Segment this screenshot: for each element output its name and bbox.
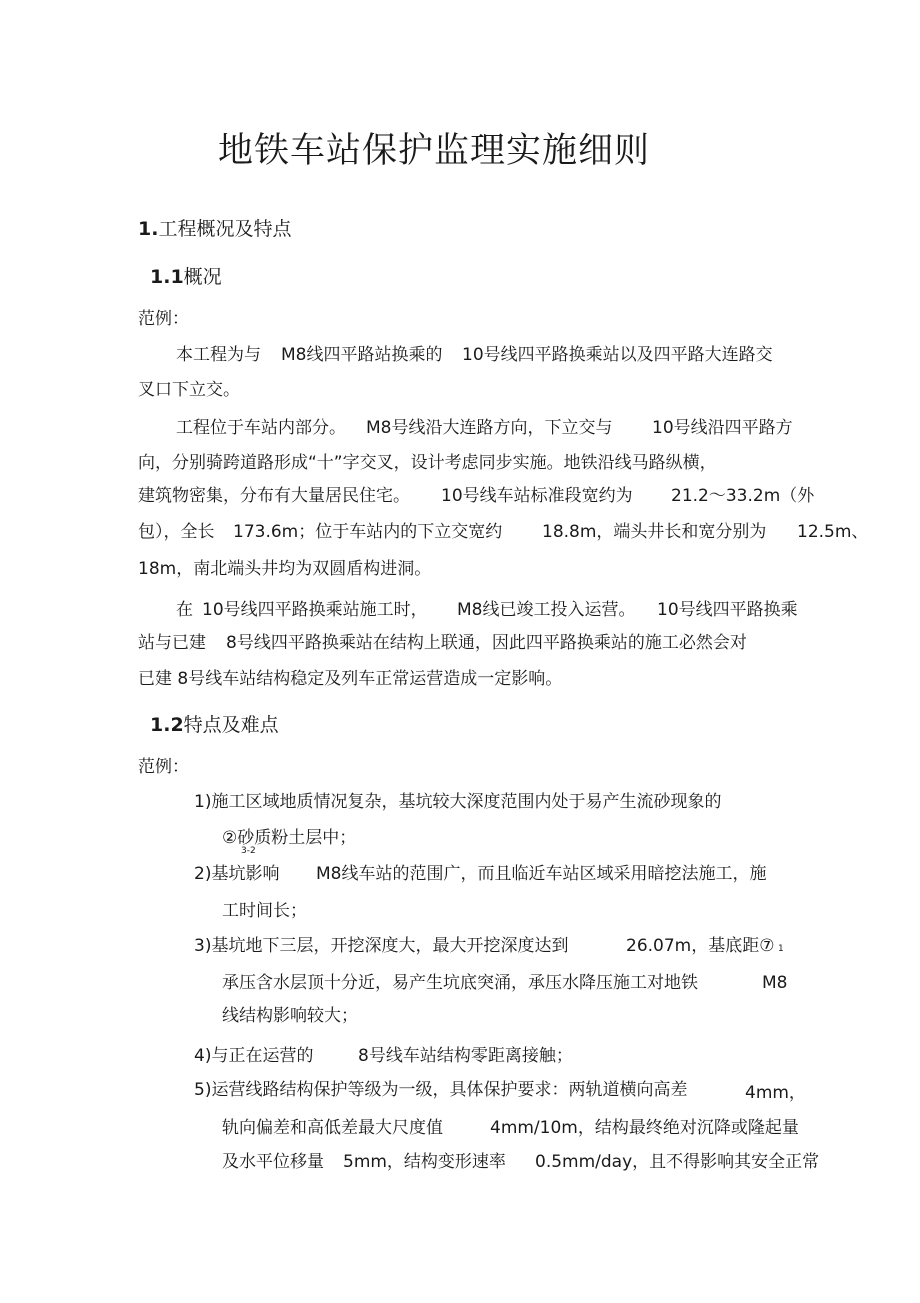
item-5-line-1a: 5)运营线路结构保护等级为一级，具体保护要求：两轨道横向高差 — [194, 1080, 688, 1100]
item-2-line-1b: M8线车站的范围广，而且临近车站区域采用暗挖法施工，施 — [316, 864, 767, 884]
p3-line-3: 已建 8号线车站结构稳定及列车正常运营造成一定影响。 — [138, 669, 563, 689]
item-5-line-3c: 0.5mm/day，且不得影响其安全正常 — [535, 1152, 820, 1172]
item-5-line-1b: 4mm， — [745, 1083, 806, 1103]
document-title: 地铁车站保护监理实施细则 — [218, 131, 651, 171]
item-4-line-1b: 8号线车站结构零距离接触； — [358, 1046, 573, 1066]
p2-line-2: 向，分别骑跨道路形成“十”字交叉，设计考虑同步实施。地铁沿线马路纵横， — [138, 453, 717, 473]
section-1-number: 1. — [138, 218, 159, 240]
p2-line-3c: 21.2～33.2m（外 — [671, 486, 815, 506]
item-5-line-2b: 4mm/10m，结构最终绝对沉降或隆起量 — [490, 1118, 799, 1138]
p2-line-3b: 10号线车站标准段宽约为 — [441, 486, 633, 506]
p3-line-2b: 8号线四平路换乘站在结构上联通，因此四平路换乘站的施工必然会对 — [226, 633, 747, 653]
p3-line-2a: 站与已建 — [138, 633, 206, 653]
section-1-1-title: 概况 — [183, 266, 222, 288]
p1-line-1b: M8线四平路站换乘的 — [281, 345, 443, 365]
p2-line-1b: M8号线沿大连路方向，下立交与 — [366, 418, 613, 438]
item-1-line-2: ②砂质粉土层中； — [222, 828, 357, 848]
p1-line-2: 叉口下立交。 — [138, 380, 240, 400]
p3-line-1b: 10号线四平路换乘站施工时， — [202, 600, 428, 620]
section-1-heading — [138, 216, 291, 242]
p2-line-4b: 173.6m；位于车站内的下立交宽约 — [233, 522, 503, 542]
section-1-2-heading — [150, 712, 279, 738]
p2-line-1a: 工程位于车站内部分。 — [176, 418, 346, 438]
p3-line-1d: 10号线四平路换乘 — [657, 600, 798, 620]
item-2-line-1a: 2)基坑影响 — [194, 864, 280, 884]
section-1-2-number: 1.2 — [150, 714, 184, 736]
item-3-subscript: 1 — [778, 944, 784, 954]
p2-line-3a: 建筑物密集，分布有大量居民住宅。 — [138, 486, 410, 506]
p3-line-1a: 在 — [176, 600, 193, 620]
item-2-line-2: 工时间长； — [222, 901, 307, 921]
p1-line-1a: 本工程为与 — [176, 345, 261, 365]
p2-line-4d: 12.5m、 — [797, 522, 869, 542]
item-3-line-2a: 承压含水层顶十分近，易产生坑底突涌，承压水降压施工对地铁 — [222, 973, 698, 993]
p2-line-4c: 18.8m，端头井长和宽分别为 — [542, 522, 767, 542]
item-5-line-2a: 轨向偏差和高低差最大尺度值 — [222, 1118, 443, 1138]
item-1-subscript: 3-2 — [241, 846, 256, 856]
item-5-line-3b: 5mm，结构变形速率 — [343, 1152, 506, 1172]
item-1-line-1: 1)施工区域地质情况复杂，基坑较大深度范围内处于易产生流砂现象的 — [194, 792, 722, 812]
p2-line-5: 18m，南北端头井均为双圆盾构进洞。 — [138, 559, 432, 579]
item-3-line-1b: 26.07m，基底距⑦ — [626, 936, 775, 956]
p3-line-1c: M8线已竣工投入运营。 — [457, 600, 636, 620]
item-3-line-3: 线结构影响较大； — [222, 1006, 358, 1026]
item-4-line-1a: 4)与正在运营的 — [194, 1046, 314, 1066]
p2-line-4a: 包），全长 — [138, 522, 215, 542]
example-label-2: 范例： — [138, 757, 189, 777]
section-1-2-title: 特点及难点 — [183, 714, 279, 736]
item-5-line-3a: 及水平位移量 — [222, 1152, 324, 1172]
section-1-1-number: 1.1 — [150, 266, 184, 288]
section-1-1-heading — [150, 264, 222, 290]
item-3-line-2b: M8 — [762, 973, 788, 993]
example-label-1: 范例： — [138, 309, 189, 329]
item-3-line-1a: 3)基坑地下三层，开挖深度大，最大开挖深度达到 — [194, 936, 569, 956]
section-1-title: 工程概况及特点 — [158, 218, 292, 240]
p2-line-1c: 10号线沿四平路方 — [652, 418, 793, 438]
p1-line-1c: 10号线四平路换乘站以及四平路大连路交 — [462, 345, 773, 365]
